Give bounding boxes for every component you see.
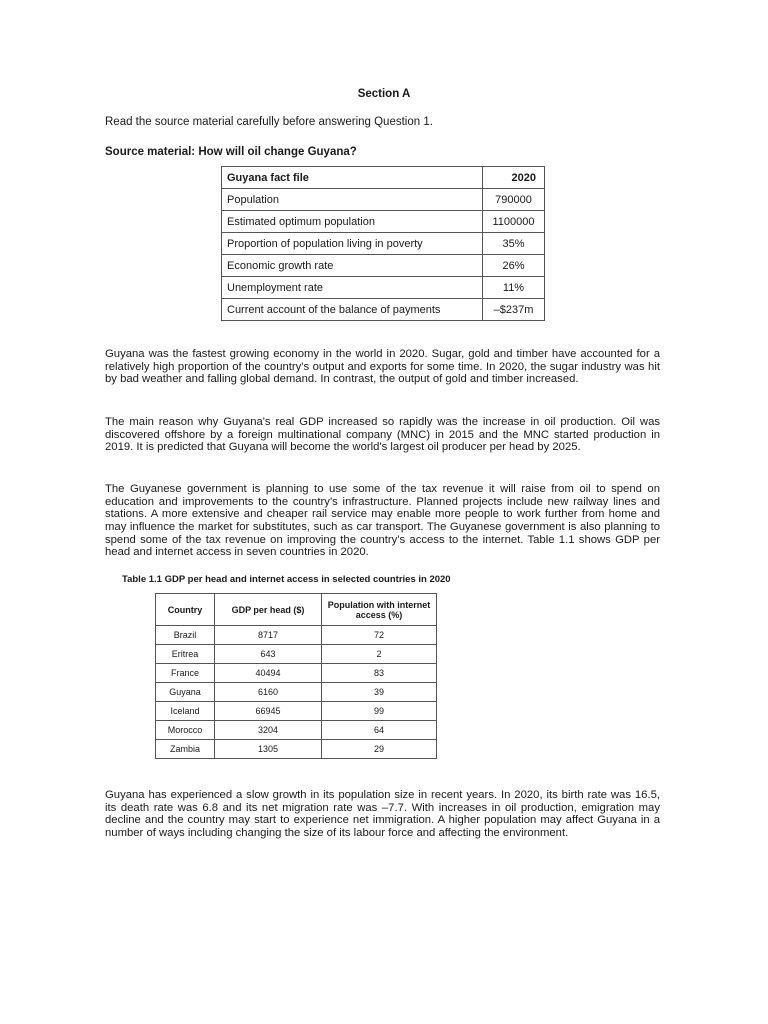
country-cell: Eritrea xyxy=(156,645,215,664)
country-cell: Morocco xyxy=(156,721,215,740)
country-cell: Brazil xyxy=(156,626,215,645)
fact-file-row xyxy=(222,299,545,321)
fact-label: Population xyxy=(222,189,483,211)
fact-value: 35% xyxy=(483,233,545,255)
internet-cell: 29 xyxy=(322,740,437,759)
table-1-1-title: Table 1.1 GDP per head and internet access in selected countries in 2020 xyxy=(122,574,451,585)
table-row xyxy=(156,740,437,759)
gdp-cell: 643 xyxy=(215,645,322,664)
fact-label: Unemployment rate xyxy=(222,277,483,299)
fact-label: Economic growth rate xyxy=(222,255,483,277)
source-material-title: Source material: How will oil change Guyana? xyxy=(105,146,357,158)
fact-label: Current account of the balance of payments xyxy=(222,299,483,321)
internet-cell: 99 xyxy=(322,702,437,721)
fact-file-row xyxy=(222,277,545,299)
gdp-cell: 8717 xyxy=(215,626,322,645)
header-gdp-per-head: GDP per head ($) xyxy=(215,594,322,626)
internet-cell: 72 xyxy=(322,626,437,645)
gdp-table-header-row xyxy=(156,594,437,626)
guyana-fact-file-table xyxy=(221,166,545,321)
fact-file-row xyxy=(222,211,545,233)
gdp-cell: 66945 xyxy=(215,702,322,721)
country-cell: Iceland xyxy=(156,702,215,721)
table-row xyxy=(156,683,437,702)
fact-value: 11% xyxy=(483,277,545,299)
fact-file-row xyxy=(222,233,545,255)
table-row xyxy=(156,626,437,645)
internet-cell: 39 xyxy=(322,683,437,702)
gdp-cell: 40494 xyxy=(215,664,322,683)
table-row xyxy=(156,721,437,740)
fact-file-header-label: Guyana fact file xyxy=(222,167,483,189)
fact-value: 790000 xyxy=(483,189,545,211)
fact-label: Proportion of population living in poverty xyxy=(222,233,483,255)
gdp-cell: 1305 xyxy=(215,740,322,759)
country-cell: Zambia xyxy=(156,740,215,759)
header-internet-access: Population with internet access (%) xyxy=(322,594,437,626)
header-country: Country xyxy=(156,594,215,626)
paragraph-government-spending: The Guyanese government is planning to use some of the tax revenue it will raise from oil to spend on education and improvements to the country's infrastructure. Planned projects include new railway lines and stations. A more extensive and cheaper rail service may enable more people to work further from home and may influence the market for substitutes, such as car transport. The Guyanese government is also planning to spend some of the tax revenue on improving the country's access to the internet. Table 1.1 shows GDP per head and internet access in seven countries in 2020. xyxy=(105,483,660,559)
internet-cell: 2 xyxy=(322,645,437,664)
intro-text: Read the source material carefully before answering Question 1. xyxy=(105,116,433,128)
gdp-cell: 3204 xyxy=(215,721,322,740)
fact-value: 26% xyxy=(483,255,545,277)
table-row xyxy=(156,645,437,664)
fact-label: Estimated optimum population xyxy=(222,211,483,233)
fact-file-header-row xyxy=(222,167,545,189)
paragraph-economy: Guyana was the fastest growing economy in the world in 2020. Sugar, gold and timber have accounted for a relatively high proportion of the country's output and exports for some time. In 2020, the sugar industry was hit by bad weather and falling global demand. In contrast, the output of gold and timber increased. xyxy=(105,348,660,386)
section-title: Section A xyxy=(357,88,411,100)
gdp-internet-table xyxy=(155,593,437,759)
internet-cell: 64 xyxy=(322,721,437,740)
paragraph-population: Guyana has experienced a slow growth in its population size in recent years. In 2020, its birth rate was 16.5, its death rate was 6.8 and its net migration rate was –7.7. With increases in oil production, emigration may decline and the country may start to experience net immigration. A higher population may affect Guyana in a number of ways including changing the size of its labour force and affecting the environment. xyxy=(105,789,660,840)
fact-value: –$237m xyxy=(483,299,545,321)
fact-file-row xyxy=(222,255,545,277)
internet-cell: 83 xyxy=(322,664,437,683)
paragraph-oil-production: The main reason why Guyana's real GDP increased so rapidly was the increase in oil production. Oil was discovered offshore by a foreign multinational company (MNC) in 2015 and the MNC started production in 2019. It is predicted that Guyana will become the world's largest oil producer per head by 2025. xyxy=(105,416,660,454)
gdp-cell: 6160 xyxy=(215,683,322,702)
country-cell: France xyxy=(156,664,215,683)
fact-value: 1100000 xyxy=(483,211,545,233)
table-row xyxy=(156,664,437,683)
fact-file-row xyxy=(222,189,545,211)
table-row xyxy=(156,702,437,721)
fact-file-header-year: 2020 xyxy=(483,167,545,189)
country-cell: Guyana xyxy=(156,683,215,702)
